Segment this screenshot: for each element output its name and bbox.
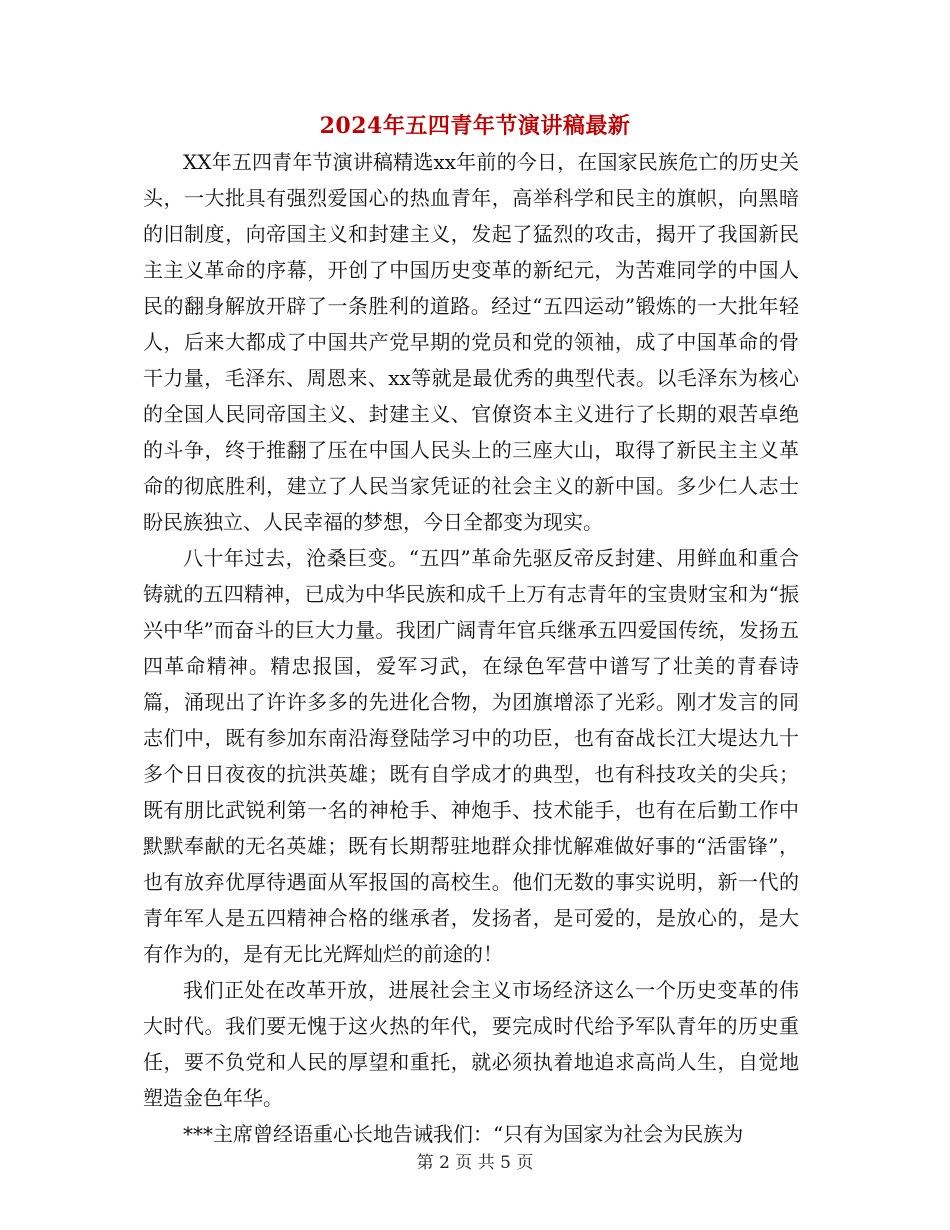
paragraph-2: 八十年过去，沧桑巨变。“五四”革命先驱反帝反封建、用鲜血和重合铸就的五四精神，已成为中华民族和成千上万有志青年的宝贵财宝和为“振兴中华”而奋斗的巨大力量。我团广阔青年官兵继承五四爱国传统，发扬五四革命精神。精忠报国，爱军习武，在绿色军营中谱写了壮美的青春诗篇，涌现出了许许多多的先进化合物，为团旗增添了光彩。刚才发言的同志们中，既有参加东南沿海登陆学习中的功臣，也有奋战长江大堤达九十多个日日夜夜的抗洪英雄；既有自学成才的典型，也有科技攻关的尖兵；既有朋比武锐利第一名的神枪手、神炮手、技术能手，也有在后勤工作中默默奉献的无名英雄；既有长期帮驻地群众排忧解难做好事的“活雷锋”，也有放弃优厚待遇面从军报国的高校生。他们无数的事实说明，新一代的青年军人是五四精神合格的继承者，发扬者，是可爱的，是放心的，是大有作为的，是有无比光辉灿烂的前途的！ [143, 546, 799, 966]
document-body [143, 144, 799, 1152]
paragraph-4: ***主席曾经语重心长地告诫我们：“只有为国家为社会为民族为 [183, 1122, 744, 1146]
page-number-footer: 第 2 页 共 5 页 [416, 1153, 534, 1173]
paragraph-1: XX年五四青年节演讲稿精选xx年前的今日，在国家民族危亡的历史关头，一大批具有强烈爱国心的热血青年，高举科学和民主的旗帜，向黑暗的旧制度，向帝国主义和封建主义，发起了猛烈的攻击，揭开了我国新民主主义革命的序幕，开创了中国历史变革的新纪元，为苦难同学的中国人民的翻身解放开辟了一条胜利的道路。经过“五四运动”锻炼的一大批年轻人，后来大都成了中国共产党早期的党员和党的领袖，成了中国革命的骨干力量，毛泽东、周恩来、xx等就是最优秀的典型代表。以毛泽东为核心的全国人民同帝国主义、封建主义、官僚资本主义进行了长期的艰苦卓绝的斗争，终于推翻了压在中国人民头上的三座大山，取得了新民主主义革命的彻底胜利，建立了人民当家凭证的社会主义的新中国。多少仁人志士盼民族独立、人民幸福的梦想，今日全都变为现实。 [143, 150, 799, 534]
paragraph-3: 我们正处在改革开放，进展社会主义市场经济这么一个历史变革的伟大时代。我们要无愧于这火热的年代，要完成时代给予军队青年的历史重任，要不负党和人民的厚望和重托，就必须执着地追求高尚人生，自觉地塑造金色年华。 [143, 978, 799, 1110]
document-title: 2024年五四青年节演讲稿最新 [319, 113, 631, 139]
